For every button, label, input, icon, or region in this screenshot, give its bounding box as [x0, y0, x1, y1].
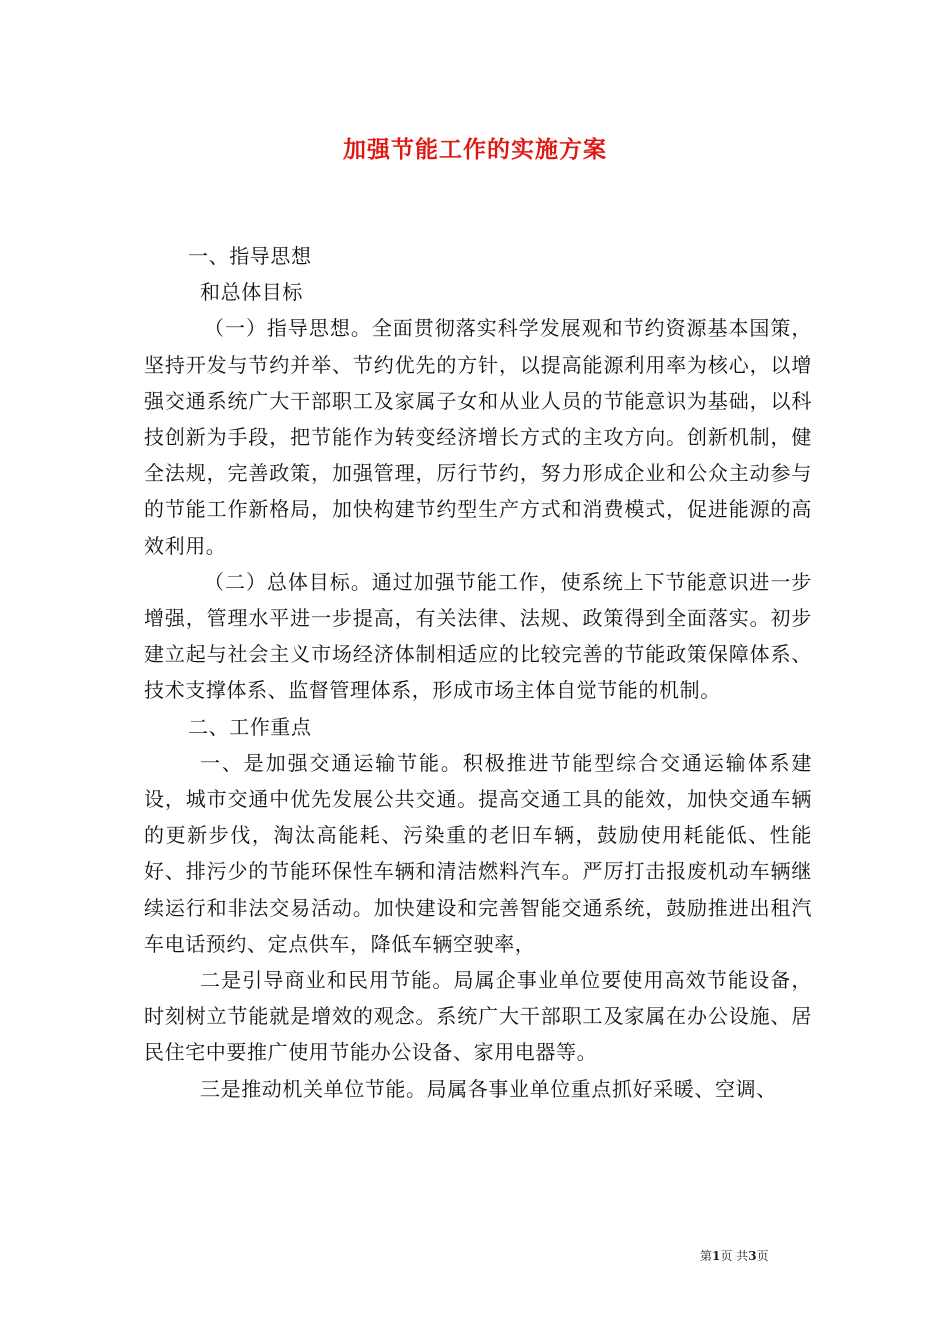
page-footer [700, 1247, 820, 1264]
footer-middle: 页 共 [720, 1249, 749, 1263]
section-heading-1-continued: 和总体目标 [200, 280, 303, 305]
footer-suffix: 页 [756, 1249, 769, 1263]
paragraph-transport-energy-saving: 一、是加强交通运输节能。积极推进节能型综合交通运输体系建设，城市交通中优先发展公共交通。提高交通工具的能效，加快交通车辆的更新步伐，淘汰高能耗、污染重的老旧车辆，鼓励使用耗能低、性能好、排污少的节能环保性车辆和清洁燃料汽车。严厉打击报废机动车辆继续运行和非法交易活动。加快建设和完善智能交通系统，鼓励推进出租汽车电话预约、定点供车，降低车辆空驶率， [144, 750, 812, 956]
paragraph-commercial-civil-energy-saving: 二是引导商业和民用节能。局属企事业单位要使用高效节能设备，时刻树立节能就是增效的观念。系统广大干部职工及家属在办公设施、居民住宅中要推广使用节能办公设备、家用电器等。 [144, 968, 812, 1065]
paragraph-overall-goal: （二）总体目标。通过加强节能工作，使系统上下节能意识进一步增强，管理水平进一步提高，有关法律、法规、政策得到全面落实。初步建立起与社会主义市场经济体制相适应的比较完善的节能政策保障体系、技术支撑体系、监督管理体系，形成市场主体自觉节能的机制。 [144, 569, 812, 703]
document-title: 加强节能工作的实施方案 [343, 136, 607, 163]
footer-page-number: 1 [712, 1249, 721, 1263]
paragraph-guiding-thought: （一）指导思想。全面贯彻落实科学发展观和节约资源基本国策，坚持开发与节约并举、节约优先的方针，以提高能源利用率为核心，以增强交通系统广大干部职工及家属子女和从业人员的节能意识为基础，以科技创新为手段，把节能作为转变经济增长方式的主攻方向。创新机制，健全法规，完善政策，加强管理，厉行节约，努力形成企业和公众主动参与的节能工作新格局，加快构建节约型生产方式和消费模式，促进能源的高效利用。 [144, 316, 812, 558]
section-heading-1: 一、指导思想 [188, 244, 312, 268]
section-heading-2: 二、工作重点 [188, 714, 312, 739]
footer-total-pages: 3 [748, 1249, 757, 1263]
paragraph-institution-energy-saving: 三是推动机关单位节能。局属各事业单位重点抓好采暖、空调、 [200, 1076, 777, 1101]
footer-prefix: 第 [700, 1249, 713, 1263]
document-body [144, 238, 812, 1107]
